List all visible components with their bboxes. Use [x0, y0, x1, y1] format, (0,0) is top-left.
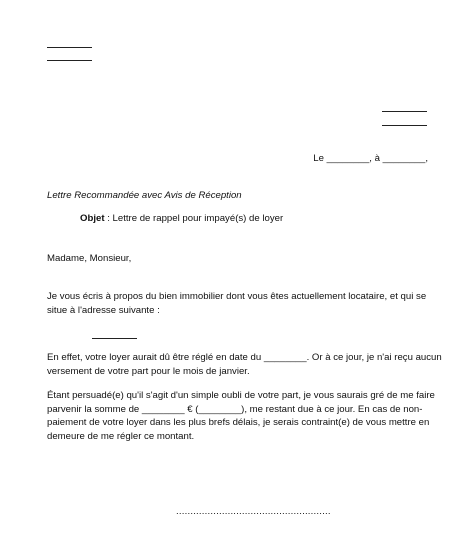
subject-line — [80, 212, 283, 226]
sender-line-1 — [47, 47, 92, 48]
sender-line-2 — [47, 60, 92, 61]
paragraph-request: Étant persuadé(e) qu'il s'agit d'un simple oubli de votre part, je vous saurais gré de me faire parvenir la somme de ________ € (________), me restant due à ce jour. En cas de non-paiement de votre loyer dans les plus brefs délais, je serais contraint(e) de vous mettre en demeure de me régler ce montant. — [47, 390, 435, 442]
subject-label: Objet — [80, 213, 105, 224]
recipient-line-1 — [382, 111, 427, 112]
place-date: Le ________, à ________, — [313, 153, 428, 164]
salutation: Madame, Monsieur, — [47, 253, 132, 264]
address-line — [92, 338, 137, 339]
paragraph-payment-due: En effet, votre loyer aurait dû être réglé en date du ________. Or à ce jour, je n'ai reçu aucun versement de votre part pour le mois de janvier. — [47, 352, 442, 377]
paragraph-address: Je vous écris à propos du bien immobilier dont vous êtes actuellement locataire, et qui se situe à l'adresse suivante : — [47, 291, 427, 316]
subject-text: : Lettre de rappel pour impayé(s) de loyer — [104, 213, 284, 224]
delivery-mode: Lettre Recommandée avec Avis de Réception — [47, 190, 242, 201]
recipient-line-2 — [382, 125, 427, 126]
signature-line: ...................................................... — [176, 506, 331, 517]
